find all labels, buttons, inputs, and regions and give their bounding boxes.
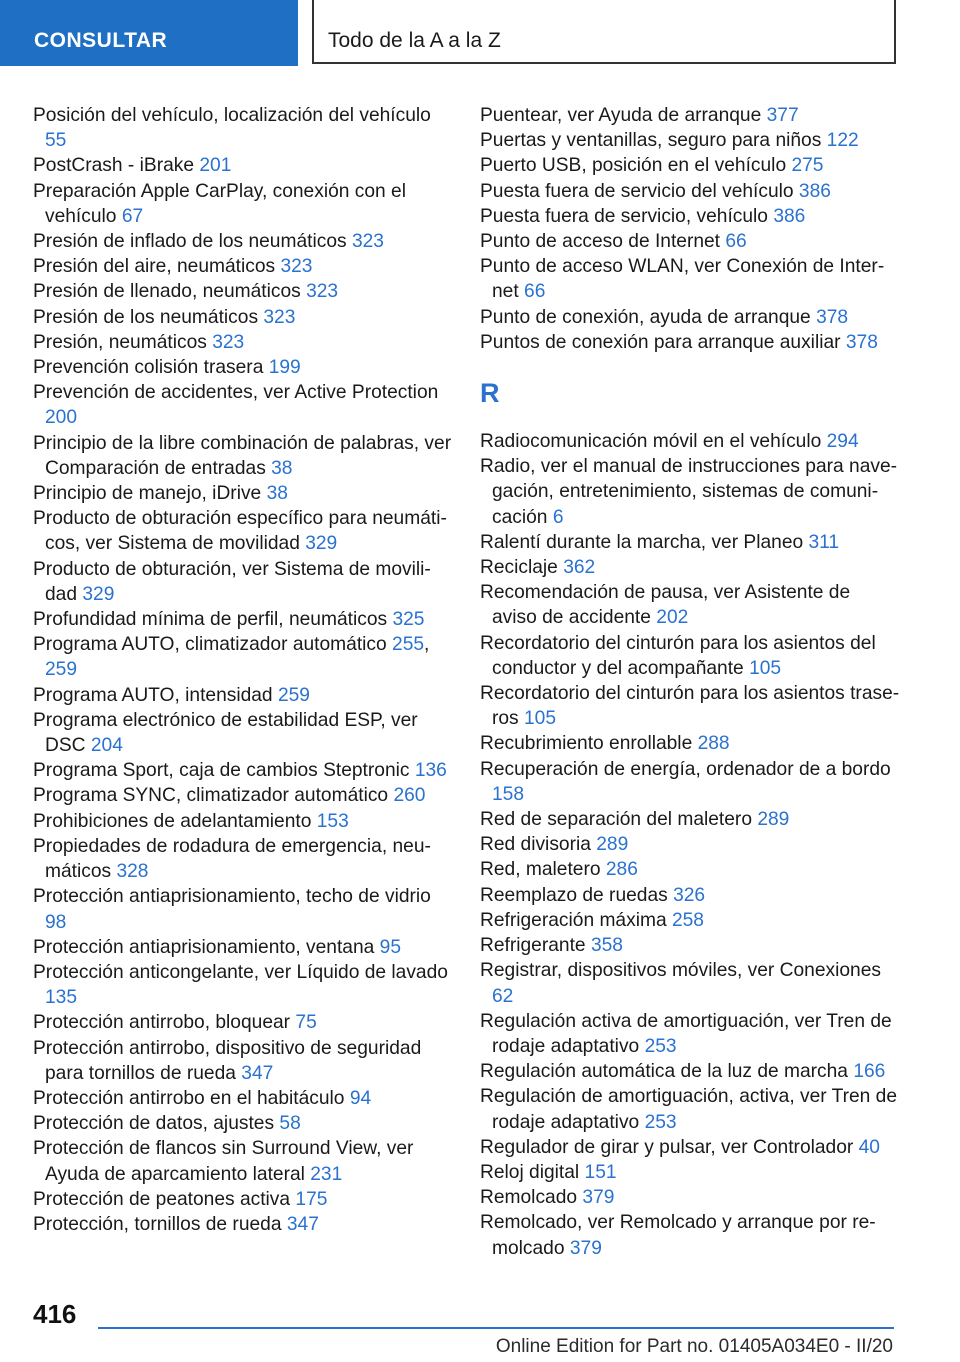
entry-text: Remolcado, ver Remolcado y arranque por remolcado [480,1212,876,1259]
index-entry [480,933,900,958]
entry-text: Protección de flancos sin Surround View, ver Ayuda de aparcamiento lateral [33,1138,414,1185]
entry-text: Puerto USB, posición en el vehículo [480,155,787,177]
page-link[interactable]: 105 [524,708,557,730]
page-link[interactable]: 58 [279,1113,301,1135]
page-link[interactable]: 275 [791,155,824,177]
index-column-right [480,103,900,1261]
page-link[interactable]: 66 [524,281,546,303]
page-link[interactable]: 323 [263,306,296,328]
entry-text: Puesta fuera de servicio, vehículo [480,205,768,227]
page-link[interactable]: 231 [310,1163,343,1185]
index-entry [480,1135,900,1160]
page-link[interactable]: 289 [757,809,790,831]
entry-text: Punto de conexión, ayuda de arranque [480,306,811,328]
page-link[interactable]: 67 [121,205,144,227]
entry-text: Principio de la libre combinación de palabras, ver Comparación de entradas [33,432,452,479]
index-entry [33,103,453,153]
index-entry [480,883,900,908]
index-entry [480,103,900,128]
index-entry [33,229,453,254]
page-link[interactable]: 289 [596,834,629,856]
entry-text: Remolcado [480,1187,578,1209]
entry-text: Puertas y ventanillas, seguro para niños [480,130,822,152]
index-entry [480,153,900,178]
page-link[interactable]: 40 [858,1136,880,1158]
page-link[interactable]: 323 [280,256,313,278]
index-entry [480,681,900,731]
entry-text: Propiedades de rodadura de emergencia, neumáticos [33,835,431,883]
page-link[interactable]: 378 [845,331,878,353]
index-entry [33,1010,453,1035]
entry-text: Refrigeración máxima [480,909,667,931]
page-link[interactable]: 386 [798,180,831,202]
page-link[interactable]: 153 [316,810,349,832]
index-entry [33,254,453,279]
entry-text: Prevención colisión trasera [33,357,264,379]
entry-text: Puntos de conexión para arranque auxiliar [480,331,841,353]
index-entry [33,884,453,934]
entry-text: Recuperación de energía, ordenador de a bordo [480,758,891,780]
index-entry [480,305,900,330]
index-entry [33,330,453,355]
index-entry [480,1185,900,1210]
page-link[interactable]: 94 [349,1087,372,1109]
page-link[interactable]: 200 [45,407,78,429]
entry-text: Registrar, dispositivos móviles, ver Conexiones [480,960,881,982]
page-link[interactable]: 311 [808,531,840,553]
entry-text: Regulador de girar y pulsar, ver Controlador [480,1136,854,1158]
index-entry [480,908,900,933]
index-entry [480,580,900,630]
index-entry [33,834,453,884]
index-entry [33,380,453,430]
index-entry [480,832,900,857]
page-link[interactable]: 358 [590,935,623,957]
page-link[interactable]: 253 [644,1035,677,1057]
page-link[interactable]: 294 [826,431,859,453]
page-link[interactable]: 286 [605,859,638,881]
entry-text: Protección anticongelante, ver Líquido de lavado [33,961,448,983]
index-entry [33,1086,453,1111]
index-entry [33,305,453,330]
index-entry [480,958,900,1008]
page-link[interactable]: 253 [644,1111,677,1133]
entry-text: Presión de inflado de los neumáticos [33,231,347,253]
entry-text: Programa SYNC, climatizador automático [33,785,389,807]
page-link[interactable]: 326 [673,884,706,906]
index-entry [480,429,900,454]
page-link[interactable]: 199 [268,357,301,379]
entry-text: Programa Sport, caja de cambios Steptronic [33,760,410,782]
page-link[interactable]: 323 [351,231,384,253]
page-link[interactable]: 260 [393,785,426,807]
index-entry [33,758,453,783]
entry-text: Radio, ver el manual de instrucciones para navegación, entretenimiento, sistemas de comunicación [480,456,898,528]
entry-text: Protección antirrobo, dispositivo de seguridad para tornillos de rueda [33,1037,422,1084]
entry-text: Protección de peatones activa [33,1188,291,1210]
entry-text: Reemplazo de ruedas [480,884,668,906]
index-entry [33,481,453,506]
page-link[interactable]: 202 [656,607,689,629]
page-link[interactable]: 6 [552,506,564,528]
index-entry [480,555,900,580]
entry-text: Regulación activa de amortiguación, ver Tren de rodaje adaptativo [480,1010,892,1057]
index-entry [33,960,453,1010]
index-entry [480,254,900,304]
entry-text: Puesta fuera de servicio del vehículo [480,180,794,202]
page-link[interactable]: 323 [306,281,339,303]
index-entry [480,731,900,756]
page-link[interactable]: 379 [582,1187,615,1209]
index-entry [480,1160,900,1185]
entry-text: Protección antirrobo en el habitáculo [33,1087,345,1109]
edition-note: Online Edition for Part no. 01405A034E0 - II/20 [495,1336,893,1357]
index-entry [480,807,900,832]
index-entry [480,1084,900,1134]
entry-text: Prohibiciones de adelantamiento [33,810,312,832]
entry-text: Recordatorio del cinturón para los asientos del conductor y del acompañante [480,632,876,679]
index-entry [33,355,453,380]
page-link[interactable]: 75 [295,1012,317,1034]
index-entry [480,1009,900,1059]
page-link[interactable]: 386 [773,205,806,227]
footer-divider [98,1327,894,1329]
page-link[interactable]: 378 [816,306,849,328]
index-entry [33,683,453,708]
entry-text: Programa AUTO, intensidad [33,684,273,706]
page-link[interactable]: 66 [725,231,747,253]
index-entry [33,431,453,481]
entry-text: Red de separación del maletero [480,809,752,831]
page-number: 416 [33,1299,77,1329]
entry-text: Reloj digital [480,1161,580,1183]
entry-text: Recomendación de pausa, ver Asistente de aviso de accidente [480,582,851,629]
index-entry [480,530,900,555]
page-link[interactable]: 62 [492,985,514,1007]
entry-text: Profundidad mínima de perfil, neumáticos [33,609,388,631]
index-entry [33,708,453,758]
entry-text: Preparación Apple CarPlay, conexión con el vehículo [33,180,406,227]
entry-text: Programa AUTO, climatizador automático [33,634,387,656]
page-link[interactable]: 95 [379,936,402,958]
entry-text: Regulación de amortiguación, activa, ver Tren de rodaje adaptativo [480,1086,898,1133]
entry-text: PostCrash - iBrake [33,155,195,177]
page-link[interactable]: 259 [45,659,78,681]
entry-text: Protección antiaprisionamiento, ventana [33,936,375,958]
page-link[interactable]: 136 [414,760,447,782]
index-entry [33,1187,453,1212]
entry-text: Ralentí durante la marcha, ver Planeo [480,531,804,553]
page-link[interactable]: 166 [853,1061,886,1083]
page-link[interactable]: 329 [305,533,338,555]
page-link[interactable]: 329 [82,583,115,605]
page-link[interactable]: 122 [826,130,859,152]
index-entry [480,1210,900,1260]
index-entry [33,783,453,808]
chapter-title: Todo de la A a la Z [312,0,896,64]
page-link[interactable]: 328 [116,861,149,883]
entry-text: Regulación automática de la luz de marcha [480,1061,848,1083]
index-entry [33,1136,453,1186]
index-entry [480,330,900,355]
page-header [0,0,960,66]
entry-text: Producto de obturación, ver Sistema de movilidad [33,558,431,605]
page-link[interactable]: 347 [286,1213,319,1235]
entry-text: Punto de acceso WLAN, ver Conexión de Internet [480,256,885,303]
index-entry [33,153,453,178]
index-entry [480,229,900,254]
entry-text: Presión de los neumáticos [33,306,259,328]
entry-text: Radiocomunicación móvil en el vehículo [480,431,822,453]
index-group-p [480,103,900,355]
entry-text: Protección antiaprisionamiento, techo de vidrio [33,886,431,908]
index-entry [33,1036,453,1086]
page-link[interactable]: 105 [749,657,782,679]
index-entry [33,1212,453,1237]
index-entry [480,857,900,882]
page-link[interactable]: 325 [392,609,425,631]
page-link[interactable]: 377 [766,105,799,126]
entry-text: Recordatorio del cinturón para los asientos traseros [480,683,900,730]
index-entry [33,179,453,229]
index-entry [33,607,453,632]
page-link[interactable]: 255 [392,634,425,656]
page-link[interactable]: 38 [266,483,288,505]
index-entry [33,279,453,304]
page-link[interactable]: 135 [45,987,78,1009]
entry-text: Posición del vehículo, localización del vehículo [33,105,431,126]
page-link[interactable]: 38 [271,457,293,479]
page-link[interactable]: 201 [199,155,232,177]
page-link[interactable]: 288 [697,733,730,755]
entry-text: Red, maletero [480,859,601,881]
entry-text: Presión de llenado, neumáticos [33,281,301,303]
entry-text: Punto de acceso de Internet [480,231,721,253]
index-entry [480,1059,900,1084]
index-entry [480,179,900,204]
index-group-r [480,429,900,1261]
index-entry [480,128,900,153]
page-link[interactable]: 175 [295,1188,328,1210]
page-link[interactable]: 379 [569,1237,602,1259]
entry-text: Protección, tornillos de rueda [33,1213,282,1235]
entry-text: Producto de obturación específico para neumáticos, ver Sistema de movilidad [33,508,447,555]
page-link[interactable]: 151 [584,1161,617,1183]
index-entry [480,631,900,681]
entry-text: Red divisoria [480,834,591,856]
entry-text: Protección de datos, ajustes [33,1113,275,1135]
section-tab: CONSULTAR [0,0,298,66]
page-link[interactable]: 98 [45,911,67,933]
index-entry [480,454,900,530]
entry-text: Prevención de accidentes, ver Active Protection [33,382,439,404]
index-column-left [33,103,453,1237]
page-link[interactable]: 55 [45,130,67,152]
index-entry [33,557,453,607]
entry-text: Puentear, ver Ayuda de arranque [480,105,762,126]
entry-text: Recubrimiento enrollable [480,733,693,755]
index-entry: Programa AUTO, climatizador automático 255, 259 [33,634,430,681]
page-link[interactable]: 259 [277,684,310,706]
index-entry [480,204,900,229]
page-link[interactable]: 204 [90,735,123,757]
entry-text: Presión, neumáticos [33,331,207,353]
entry-text: Presión del aire, neumáticos [33,256,276,278]
index-entry [33,1111,453,1136]
entry-text: Principio de manejo, iDrive [33,483,262,505]
page-link[interactable]: 362 [563,557,596,579]
index-entry [33,506,453,556]
page-link[interactable]: 158 [492,783,525,805]
index-entry [480,757,900,807]
entry-text: Reciclaje [480,557,558,579]
entry-text: Refrigerante [480,935,586,957]
entry-text: Protección antirrobo, bloquear [33,1012,291,1034]
page-link[interactable]: 258 [671,909,704,931]
index-entry [33,809,453,834]
entry-text: Programa electrónico de estabilidad ESP, ver DSC [33,709,418,757]
page-link[interactable]: 323 [212,331,245,353]
section-letter-r: R [480,378,500,409]
page-link[interactable]: 347 [241,1062,274,1084]
index-entry [33,935,453,960]
